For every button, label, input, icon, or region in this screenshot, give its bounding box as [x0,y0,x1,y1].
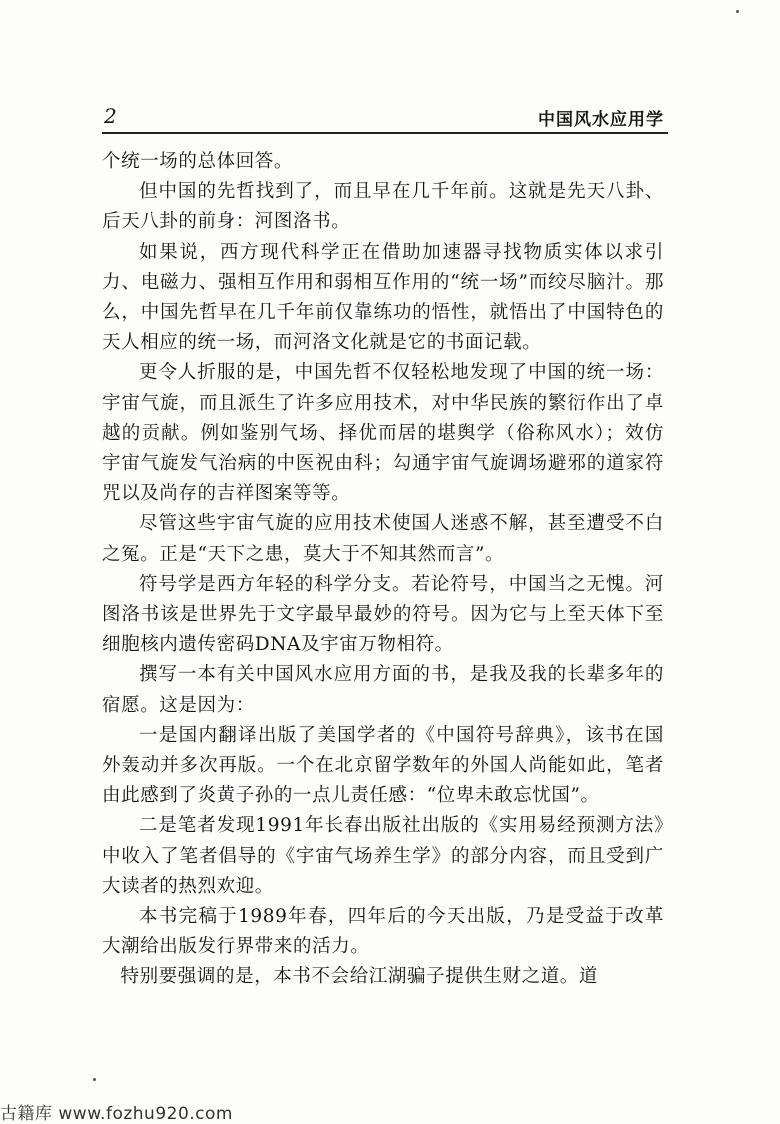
paragraph-2: 但中国的先哲找到了，而且早在几千年前。这就是先天八卦、后天八卦的前身：河图洛书。 [102,181,664,233]
scan-speck [93,1078,96,1081]
paragraph-11: 特别要强调的是，本书不会给江湖骗子提供生财之道。道 [120,966,599,988]
page-number: 2 [104,104,117,128]
paragraph-10: 本书完稿于1989年春，四年后的今天出版，乃是受益于改革大潮给出版发行界带来的活力。 [102,906,664,958]
paragraph-4: 更令人折服的是，中国先哲不仅轻松地发现了中国的统一场：宇宙气旋，而且派生了许多应用技术，对中华民族的繁衍作出了卓越的贡献。例如鉴别气场、择优而居的堪舆学（俗称风水）；效仿宇宙气旋发气治病的中医祝由科；勾通宇宙气旋调场避邪的道家符咒以及尚存的吉祥图案等等。 [102,362,664,505]
paragraph-8: 一是国内翻译出版了美国学者的《中国符号辞典》，该书在国外轰动并多次再版。一个在北京留学数年的外国人尚能如此，笔者由此感到了炎黄子孙的一点儿责任感：“位卑未敢忘忧国”。 [102,724,664,807]
paragraph-6: 符号学是西方年轻的科学分支。若论符号，中国当之无愧。河图洛书该是世界先于文字最早最妙的符号。因为它与上至天体下至细胞核内遗传密码DNA及宇宙万物相符。 [102,573,664,656]
paragraph-9: 二是笔者发现1991年长春出版社出版的《实用易经预测方法》中收入了笔者倡导的《宇宙气场养生学》的部分内容，而且受到广大读者的热烈欢迎。 [102,815,664,897]
paragraph-3: 如果说，西方现代科学正在借助加速器寻找物质实体以求引力、电磁力、强相互作用和弱相互作用的“统一场”而绞尽脑汁。那么，中国先哲早在几千年前仅靠练功的悟性，就悟出了中国特色的天人相应的统一场，而河洛文化就是它的书面记载。 [102,241,664,354]
header-rule [102,132,668,134]
scan-speck [736,10,739,13]
paragraph-5: 尽管这些宇宙气旋的应用技术使国人迷惑不解，甚至遭受不白之冤。正是“天下之患，莫大于不知其然而言”。 [102,513,664,565]
paragraph-7: 撰写一本有关中国风水应用方面的书，是我及我的长辈多年的宿愿。这是因为： [102,664,664,716]
body-text [102,147,664,993]
footer-watermark: 古籍库 www.fozhu920.com [0,1104,233,1124]
paragraph-1: 个统一场的总体回答。 [102,151,294,172]
page-header [102,103,668,131]
running-title: 中国风水应用学 [538,110,664,130]
